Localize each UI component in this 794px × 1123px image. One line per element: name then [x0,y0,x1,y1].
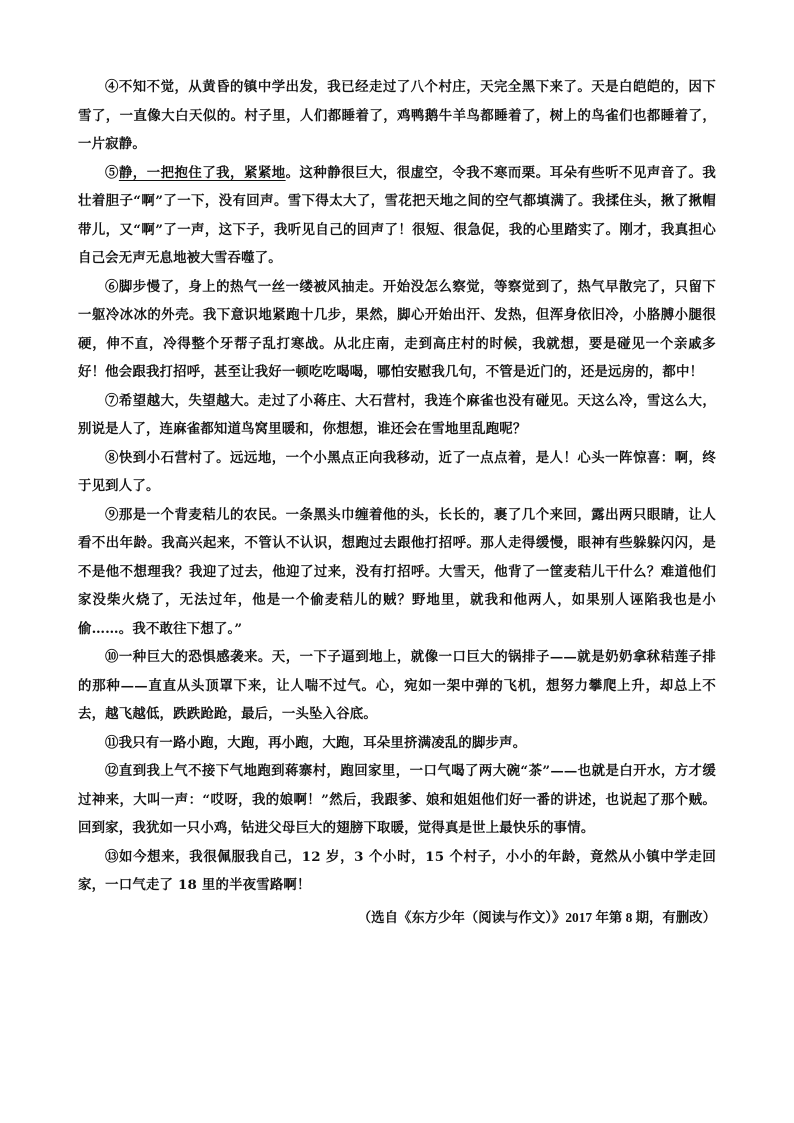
paragraph-5-number: ⑤ [105,164,119,181]
underlined-sentence: 静，一把抱住了我，紧紧地 [118,164,286,181]
paragraph-10: ⑩一种巨大的恐惧感袭来。天，一下子逼到地上，就像一口巨大的锅排子——就是奶奶拿秫秸莲子排的那种——直直从头顶罩下来，让人喘不过气。心，宛如一架中弹的飞机，想努力攀爬上升，却总上不去，越飞越低，跌跌跄跄，最后，一头坠入谷底。 [78,649,716,722]
paragraph-5-rest: 。这种静很巨大，很虚空，令我不寒而栗。耳朵有些听不见声音了。我壮着胆子“啊”了一下，没有回声。雪下得太大了，雪花把天地之间的空气都填满了。我揉住头，揪了揪帽带儿，又“啊”了一声，这下子，我听见自己的回声了！很短、很急促，我的心里踏实了。刚才，我真担心自己会无声无息地被大雪吞噬了。 [78,164,717,266]
source-citation: （选自《东方少年（阅读与作文）》2017 年第 8 期，有删改） [357,909,716,925]
paragraph-12: ⑫直到我上气不接下气地跑到蒋寨村，跑回家里，一口气喝了两大碗“茶”——也就是白开水，方才缓过神来，大叫一声：“哎呀，我的娘啊！”然后，我跟爹、娘和姐姐他们好一番的讲述，也说起了那个贼。回到家，我犹如一只小鸡，钻进父母巨大的翅膀下取暖，觉得真是世上最快乐的事情。 [78,763,716,836]
paragraph-11: ⑪我只有一路小跑，大跑，再小跑，大跑，耳朵里挤满凌乱的脚步声。 [105,734,527,751]
article [78,73,716,932]
paragraph-7: ⑦希望越大，失望越大。走过了小蒋庄、大石营村，我连个麻雀也没有碰见。天这么冷，雪这么大，别说是人了，连麻雀都知道鸟窝里暖和，你想想，谁还会在雪地里乱跑呢？ [78,392,716,437]
paragraph-4: ④不知不觉，从黄昏的镇中学出发，我已经走过了八个村庄，天完全黑下来了。天是白皑皑的，因下雪了，一直像大白天似的。村子里，人们都睡着了，鸡鸭鹅牛羊鸟都睡着了，树上的鸟雀们也都睡着了，一片寂静。 [78,79,716,152]
paragraph-8: ⑧快到小石营村了。远远地，一个小黑点正向我移动，近了一点点着，是人！心头一阵惊喜：啊，终于见到人了。 [78,449,716,494]
paragraph-13: ⑬如今想来，我很佩服我自己，12 岁，3 个小时，15 个村子，小小的年龄，竟然从小镇中学走回家，一口气走了 18 里的半夜雪路啊！ [78,848,716,893]
paragraph-5 [78,159,716,273]
paragraph-6: ⑥脚步慢了，身上的热气一丝一缕被风抽走。开始没怎么察觉，等察觉到了，热气早散完了，只留下一躯冷冰冰的外壳。我下意识地紧跑十几步，果然，脚心开始出汗、发热，但浑身依旧冷，小胳膊小腿很硬，伸不直，冷得整个牙帮子乱打寒战。从北庄南，走到高庄村的时候，我就想，要是碰见一个亲戚多好！他会跟我打招呼，甚至让我好一顿吃吃喝喝，哪怕安慰我几句，不管是近门的，还是远房的，都中！ [78,278,716,380]
paragraph-9: ⑨那是一个背麦秸儿的农民。一条黑头巾缠着他的头，长长的，裹了几个来回，露出两只眼睛，让人看不出年龄。我高兴起来，不管认不认识，想跑过去跟他打招呼。那人走得缓慢，眼神有些躲躲闪闪，是不是他不想理我？我迎了过去，他迎了过来，没有打招呼。大雪天，他背了一筐麦秸儿干什么？难道他们家没柴火烧了，无法过年，他是一个偷麦秸儿的贼？野地里，就我和他两人，如果别人诬陷我也是小偷……。我不敢往下想了。” [78,506,716,637]
